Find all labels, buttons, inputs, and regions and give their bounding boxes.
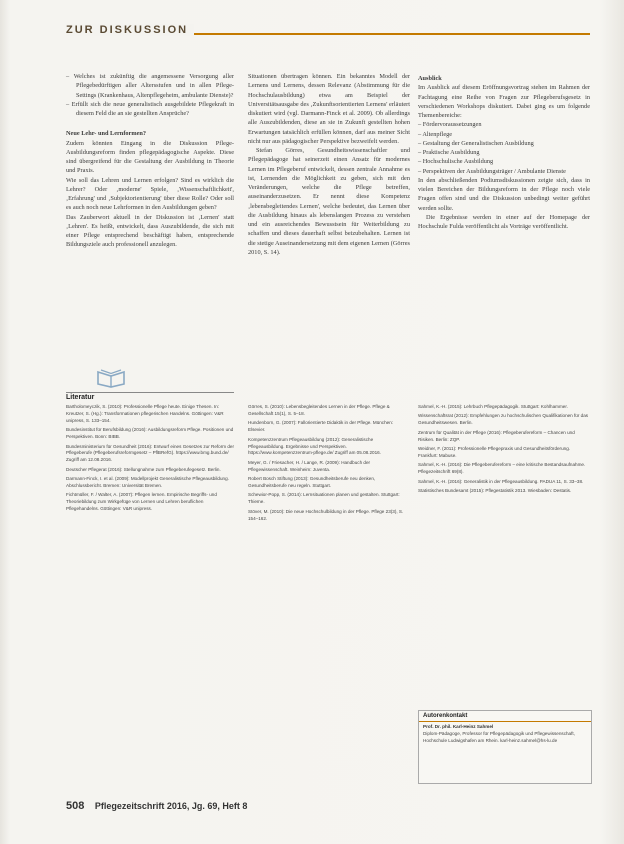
paragraph: Wie soll das Lehren und Lernen erfolgen? Sind es wirklich die Lehrer? Oder ‚moderne' Spiele, ‚Wissenschaftlichkeit', ‚Erfahrung' und ‚Subjektorientierung' über diese Rolle? Oder soll es auch noch neue Lehrformen in den Ausbildungen geben? xyxy=(66,176,234,212)
bullet-item: – Erfüllt sich die neue generalistisch ausgebildete Pflegekraft in diesem Feld die an sie gestellten Ansprüche? xyxy=(66,100,234,117)
paragraph: Stefan Görres, Gesundheitswissenschaftler und Pflegepädagoge hat seinerzeit einen Ansatz für modernes Lernen im Pflegeberuf entwickelt, dessen zentrale Annahme es ist, Lernenden die Möglichkeit zu geben, sich mit den Veränderungen, welche die Pflege betreffen, auseinanderzusetzen. Er nennt diese Kompetenz ‚lebensbegleitendes Lernen', welche bedeutet, das Lernen über die Ausbildung hinaus als lebenslangen Prozess zu verstehen und ein ausreichendes Bewusstsein für Weiterbildung zu schaffen und dieses dauerhaft selbst beizubehalten. Lernen ist die stetige Auseinandersetzung mit dem eigenen Lernen (Görres 2010, S. 14). xyxy=(248,147,410,256)
text-column-1 xyxy=(66,72,234,250)
author-contact-box xyxy=(418,710,592,784)
paragraph: Im Ausblick auf diesem Eröffnungsvortrag stehen im Rahmen der Fachtagung eine Reihe von Fragen zur Pflegeberufsgesetz in verschiedenen Workshops diskutiert. Dabei ging es um folgende Themenbereiche: xyxy=(418,84,590,119)
list-item: – Altenpflege xyxy=(418,130,453,138)
reference-item: Görres, S. (2010): Lebensbegleitendes Lernen in der Pflege. Pflege & Gesellschaft 15(1), S. 5–18. xyxy=(248,404,390,416)
reference-item: Kompetenzzentrum Pflegeausbildung (2012): Generalistische Pflegeausbildung. Ergebnisse und Perspektiven. https://www.kompetenzzentrum-pflege.de/ Zugriff am 05.08.2016. xyxy=(248,436,381,456)
list-item: – Gestaltung der Generalistischen Ausbildung xyxy=(418,139,534,147)
reference-item: Statistisches Bundesamt (2015): Pflegestatistik 2013. Wiesbaden: Destatis. xyxy=(418,488,572,494)
list-item: – Praktische Ausbildung xyxy=(418,149,480,156)
reference-item: Hundenborn, G. (2007): Fallorientierte Didaktik in der Pflege. München: Elsevier. xyxy=(248,420,394,433)
book-icon xyxy=(96,366,126,388)
literature-column-1 xyxy=(66,404,234,516)
section-title: ZUR DISKUSSION xyxy=(66,24,194,36)
reference-item: Deutscher Pflegerat (2016): Stellungnahme zum Pflegeberufegesetz. Berlin. xyxy=(66,466,221,472)
text-column-2 xyxy=(248,72,410,257)
reference-item: Fichtmüller, F. / Walter, A. (2007): Pflegen lernen. Empirische Begriffs- und Theoriebildung zum Wirkgefüge von Lernen und Lehren beruflichen Pflegehandelns. Göttingen: V&R unipress. xyxy=(66,492,217,512)
reference-item: Wissenschaftsrat (2012): Empfehlungen zu hochschulischen Qualifikationen für das Gesundheitswesen. Berlin. xyxy=(418,413,589,426)
list-item: – Hochschulische Ausbildung xyxy=(418,158,494,166)
list-item: – Fördervoraussetzungen xyxy=(418,121,482,129)
paragraph: In den abschließenden Podiumsdiskussionen zeigte sich, dass in vielen Bereichen der Bildungsreform in der Pflege noch viele Fragen offen sind und die Diskussion unbedingt weiter geführt werden sollte. xyxy=(418,176,590,212)
paragraph: Das Zauberwort aktuell in der Diskussion ist ‚Lernen' statt ‚Lehren'. Es heißt, entwickelt, dass Auszubildende, die sich mit einer Pflege entsprechend beschäftigt haben, entsprechende Bildungsziele auch professionell anzulegen. xyxy=(66,213,234,249)
list-item: – Perspektiven der Ausbildungsträger / Ambulante Dienste xyxy=(418,167,566,175)
author-contact-heading: Autorenkontakt xyxy=(419,711,591,722)
paragraph: Zudem könnten Eingang in die Diskussion Pflege-Ausbildungsreform finden pflegepädagogische Aspekte. Diese sind übergreifend für die Gestaltung der Ausbildung in Theorie und Praxis. xyxy=(66,139,234,175)
reference-item: Zentrum für Qualität in der Pflege (2016): Pflegeberufereform – Chancen und Risiken. Berlin: ZQP. xyxy=(418,429,575,442)
page-number: 508 xyxy=(66,800,85,812)
text-column-3 xyxy=(418,72,590,231)
reference-item: Robert Bosch Stiftung (2013): Gesundheitsberufe neu denken, Gesundheitsberufe neu regeln. Stuttgart. xyxy=(248,476,376,489)
journal-citation: Pflegezeitschrift 2016, Jg. 69, Heft 8 xyxy=(94,801,248,811)
bullet-item: – Welches ist zukünftig die angemessene Versorgung aller Pflegebedürftigen aller Altersstufen und in allen Pflege-Settings (Krankenhaus, Altenpflegeheim, ambulante Dienste)? xyxy=(66,73,234,99)
reference-item: Bundesministerium für Gesundheit (2016): Entwurf eines Gesetzes zur Reform der Pflegeberufe (Pflegeberufsreformgesetz – PflBRefG). https://www.bmg.bund.de/ Zugriff am 12.08.2016. xyxy=(66,443,235,463)
author-details: Diplom-Pädagoge, Professor für Pflegepädagogik und Pflegewissenschaft, Hochschule Ludwigshafen am Rhein. karl-heinz.sahmel@hs-lu.de xyxy=(423,730,575,743)
reference-item: Darmann-Finck, I. et al. (2009): Modellprojekt Generalistische Pflegeausbildung. Abschlussbericht. Bremen: Universität Bremen. xyxy=(66,476,229,489)
reference-item: Bartholomeyczik, S. (2010): Professionelle Pflege heute. Einige Thesen. In: Kreutzer, S. (Hg.): Transformationen pflegerischen Handelns. Göttingen: V&R unipress, S. 133–154. xyxy=(66,404,224,423)
reference-item: Sahmel, K.-H. (2016): Generalistik in der Pflegeausbildung. PADUA 11, S. 33–38. xyxy=(418,478,584,484)
literature-column-2 xyxy=(248,404,410,525)
reference-item: Sahmel, K.-H. (2016): Die Pflegeberufereform – eine kritische Bestandsaufnahme. Pflegezeitschrift 69(8). xyxy=(418,462,586,475)
reference-item: Meyer, G. / Friesacher, H. / Lange, R. (2009): Handbuch der Pflegewissenschaft. Weinheim: Juventa. xyxy=(248,459,371,472)
author-name: Prof. Dr. phil. Karl-Heinz Sahmel xyxy=(423,724,494,729)
reference-item: Bundesinstitut für Berufsbildung (2016): Ausbildungsreform Pflege. Positionen und Perspektiven. Bonn: BIBB. xyxy=(66,427,234,440)
reference-item: Schewior-Popp, S. (2014): Lernsituationen planen und gestalten. Stuttgart: Thieme. xyxy=(248,492,400,505)
page-footer xyxy=(66,800,247,812)
paragraph: Die Ergebnisse werden in einer auf der Homepage der Hochschule Fulda veröffentlicht als Vorträge veröffentlicht. xyxy=(418,213,590,230)
reference-item: Weidner, F. (2011): Professionelle Pflegepraxis und Gesundheitsförderung. Frankfurt: Mabuse. xyxy=(418,446,571,458)
paragraph: Situationen übertragen können. Ein bekanntes Modell der Lernens und Lernens, dessen Relevanz (Abstimmung für die Hochschulausbildung) etwa am Beispiel der Universitätsausgabe des ‚Zukunftsorientierten Lernens' erläutert diskutiert wird (vgl. Darmann-Finck et al. 2009). Ob allerdings alle Auszubildenden, diese an sie in Zukunft gestellten hohen Erwartungen tatsächlich erfüllen können, darf aus meiner Sicht nicht nur aus pädagogischer Perspektive bezweifelt werden. xyxy=(248,73,410,145)
subheading: Ausblick xyxy=(418,75,442,82)
reference-item: Stöver, M. (2010): Die neue Hochschulbildung in der Pflege. Pflege 23(3), S. 154–162. xyxy=(248,508,404,521)
subheading: Neue Lehr- und Lernformen? xyxy=(66,130,147,138)
reference-item: Sahmel, K.-H. (2015): Lehrbuch Pflegepädagogik. Stuttgart: Kohlhammer. xyxy=(418,404,568,409)
literature-column-3 xyxy=(418,404,590,497)
literature-heading: Literatur xyxy=(66,392,234,401)
